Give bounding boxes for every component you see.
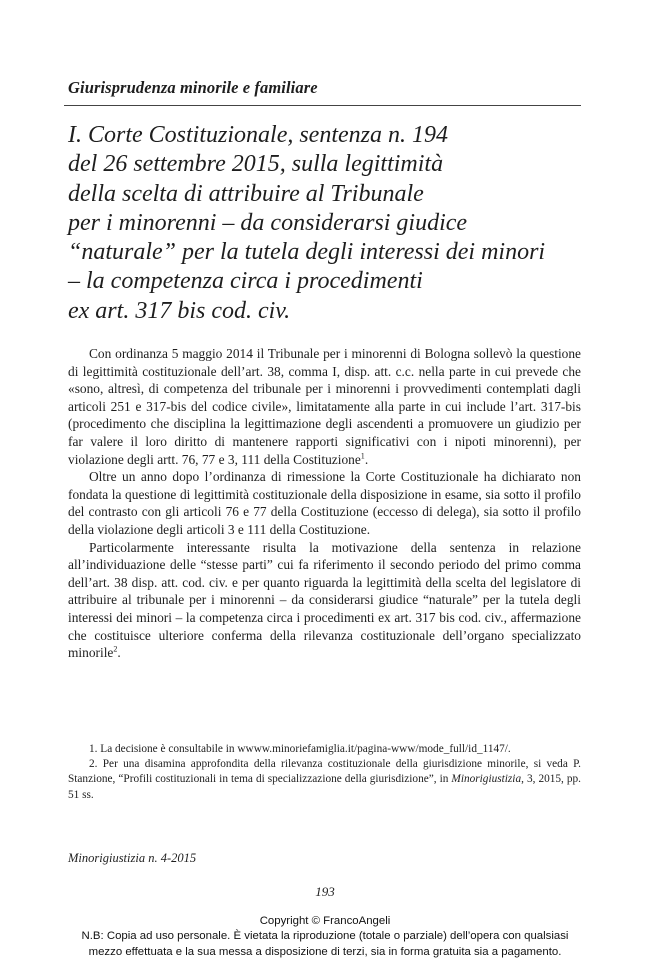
- title-line: ex art. 317 bis cod. civ.: [68, 297, 291, 324]
- footnote-tail: , 3, 2015, pp. 51 ss.: [68, 773, 582, 801]
- footnote-text: 1. La decisione è consultabile in wwww.minoriefamiglia.it/pagina-www/mode_full/id_1147/.: [89, 743, 511, 755]
- footnote-text: 2. Per una disamina approfondita della rilevanza costituzionale della giurisdizione minorile, si veda P. Stanzione, “Profili costituzionali in tema di specializzazione della giurisdizione”, in: [68, 758, 581, 786]
- body-paragraph: [68, 345, 581, 468]
- copyright-line: Copyright © FrancoAngeli: [259, 915, 391, 927]
- article-body: [68, 345, 581, 662]
- footnotes: [68, 742, 581, 803]
- title-line: della scelta di attribuire al Tribunale: [68, 180, 424, 207]
- journal-issue: Minorigiustizia n. 4-2015: [68, 851, 197, 865]
- paragraph-text: Particolarmente interessante risulta la motivazione della sentenza in relazione all’individuazione delle “stesse parti” cui fa riferimento il secondo periodo del primo comma dell’art. 38 disp. att. cod. civ. e per quanto riguarda la legittimità della scelta del legislatore di attribuire al tribunale per i minorenni – da considerarsi giudice “naturale” per la tutela degli interessi dei minori – la competenza circa i procedimenti ex art. 317 bis cod. civ., affermazione che costituisce ulteriore conferma della rilevanza costituzionale dell’organo specializzato minorile: [68, 539, 581, 661]
- header-rule: [64, 105, 581, 106]
- title-line: – la competenza circa i procedimenti: [68, 268, 423, 295]
- title-line: per i minorenni – da considerarsi giudice: [68, 209, 468, 236]
- footnote-ref[interactable]: 2: [113, 644, 118, 654]
- body-paragraph: [68, 468, 581, 538]
- page-number: 193: [315, 884, 335, 899]
- body-paragraph: [68, 539, 581, 662]
- copyright-line: N.B: Copia ad uso personale. È vietata la riproduzione (totale o parziale) dell’opera con qualsiasi: [81, 930, 569, 943]
- title-line: “naturale” per la tutela degli interessi dei minori: [68, 239, 546, 266]
- footnote: [68, 742, 581, 757]
- title-line: del 26 settembre 2015, sulla legittimità: [68, 151, 444, 178]
- journal-name: Minorigiustizia: [451, 773, 522, 786]
- article-title: [68, 121, 588, 326]
- paragraph-end: .: [117, 645, 121, 661]
- paragraph-text: Oltre un anno dopo l’ordinanza di rimessione la Corte Costituzionale ha dichiarato non fondata la questione di legittimità costituzionale della disposizione in esame, sia sotto il profilo del contrasto con gli articoli 76 e 77 della Costituzione (eccesso di delega), sia sotto il profilo della violazione degli articoli 3 e 111 della Costituzione.: [68, 469, 581, 537]
- copyright-notice: [0, 914, 650, 960]
- footnote-ref[interactable]: 1: [360, 451, 365, 461]
- running-header: Giurisprudenza minorile e familiare: [68, 78, 318, 97]
- paragraph-end: .: [364, 451, 369, 467]
- footnote: [68, 757, 581, 803]
- copyright-line: mezzo effettuata e la sua messa a disposizione di terzi, sia in forma gratuita sia a pagamento.: [88, 945, 562, 958]
- title-line: I. Corte Costituzionale, sentenza n. 194: [68, 122, 448, 148]
- paragraph-text: Con ordinanza 5 maggio 2014 il Tribunale per i minorenni di Bologna sollevò la questione di legittimità costituzionale dell’art. 38, comma I, disp. att. c.c. nella parte in cui prevede che «sono, altresì, di competenza del tribunale per i minorenni i provvedimenti contemplati dagli articoli 251 e 317-bis del codice civile», limitatamente alla parte in cui include l’art. 317-bis (procedimento che disciplina la legittimazione degli ascendenti a promuovere un giudizio per far valere il loro diritto di mantenere rapporti significativi con i nipoti minorenni), per violazione degli artt. 76, 77 e 3, 111 della Costituzione: [68, 346, 581, 467]
